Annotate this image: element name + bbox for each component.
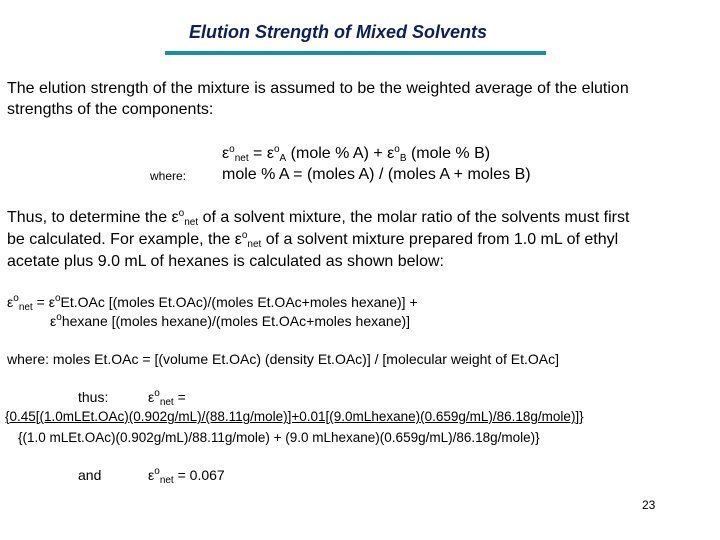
explanation-line-1: Thus, to determine the $\varepsilon^o_{net}$ of a solvent mixture, the molar ratio of the solvents must first [7,208,630,228]
formula-line-2: $\varepsilon^ohexane$ [(moles hexane)/(moles Et.OAc+moles hexane)] [50,312,411,329]
page-number: 23 [642,498,656,512]
slide-title: Elution Strength of Mixed Solvents [188,22,487,42]
epsilon-symbol: ε [222,145,230,162]
title-underline [165,51,546,55]
equation-mole-percent: mole % A = (moles A) / (moles A + moles B) [222,166,531,183]
fraction-denominator: {(1.0 mLEt.OAc)(0.902g/mL)/88.11g/mole) + (9.0 mLhexane)(0.659g/mL)/86.18g/mole)} [18,430,540,445]
explanation-line-3: acetate plus 9.0 mL of hexanes is calculated as shown below: [7,253,444,270]
explanation-line-2: be calculated. For example, the $\varepsilon^o_{net}$ of a solvent mixture prepared from 1.0 mL of ethyl [7,230,619,250]
equation-weighted-average: $\varepsilon^o_{net} = \varepsilon^o_A$ (mole % $A) + \varepsilon^o_B$ (mole % B) [222,144,491,164]
fraction-numerator: {0.45[(1.0mLEt.OAc)(0.902g/mL)/(88.11g/mole)]+0.01[(9.0mLhexane)(0.659g/mL)/86.18g/mole)]} [5,409,584,424]
where-label: where: [150,169,187,183]
intro-line-1: The elution strength of the mixture is assumed to be the weighted average of the elution [7,80,629,97]
thus-label: thus: [78,389,109,405]
and-label: and [78,467,102,483]
thus-equation: $\varepsilon^o_{net}$ = [148,388,186,408]
moles-definition: where: moles Et.OAc = [(volume Et.OAc) (density Et.OAc)] / [molecular weight of Et.OAc] [7,351,560,367]
intro-line-2: strengths of the components: [7,101,214,118]
result-equation: $\varepsilon^o_{net} = 0.067$ [148,466,225,486]
formula-line-1: $\varepsilon^o_{net} = \varepsilon^oEt.OAc$ [(moles Et.OAc)/(moles Et.OAc+moles hexane)] + [7,293,418,313]
